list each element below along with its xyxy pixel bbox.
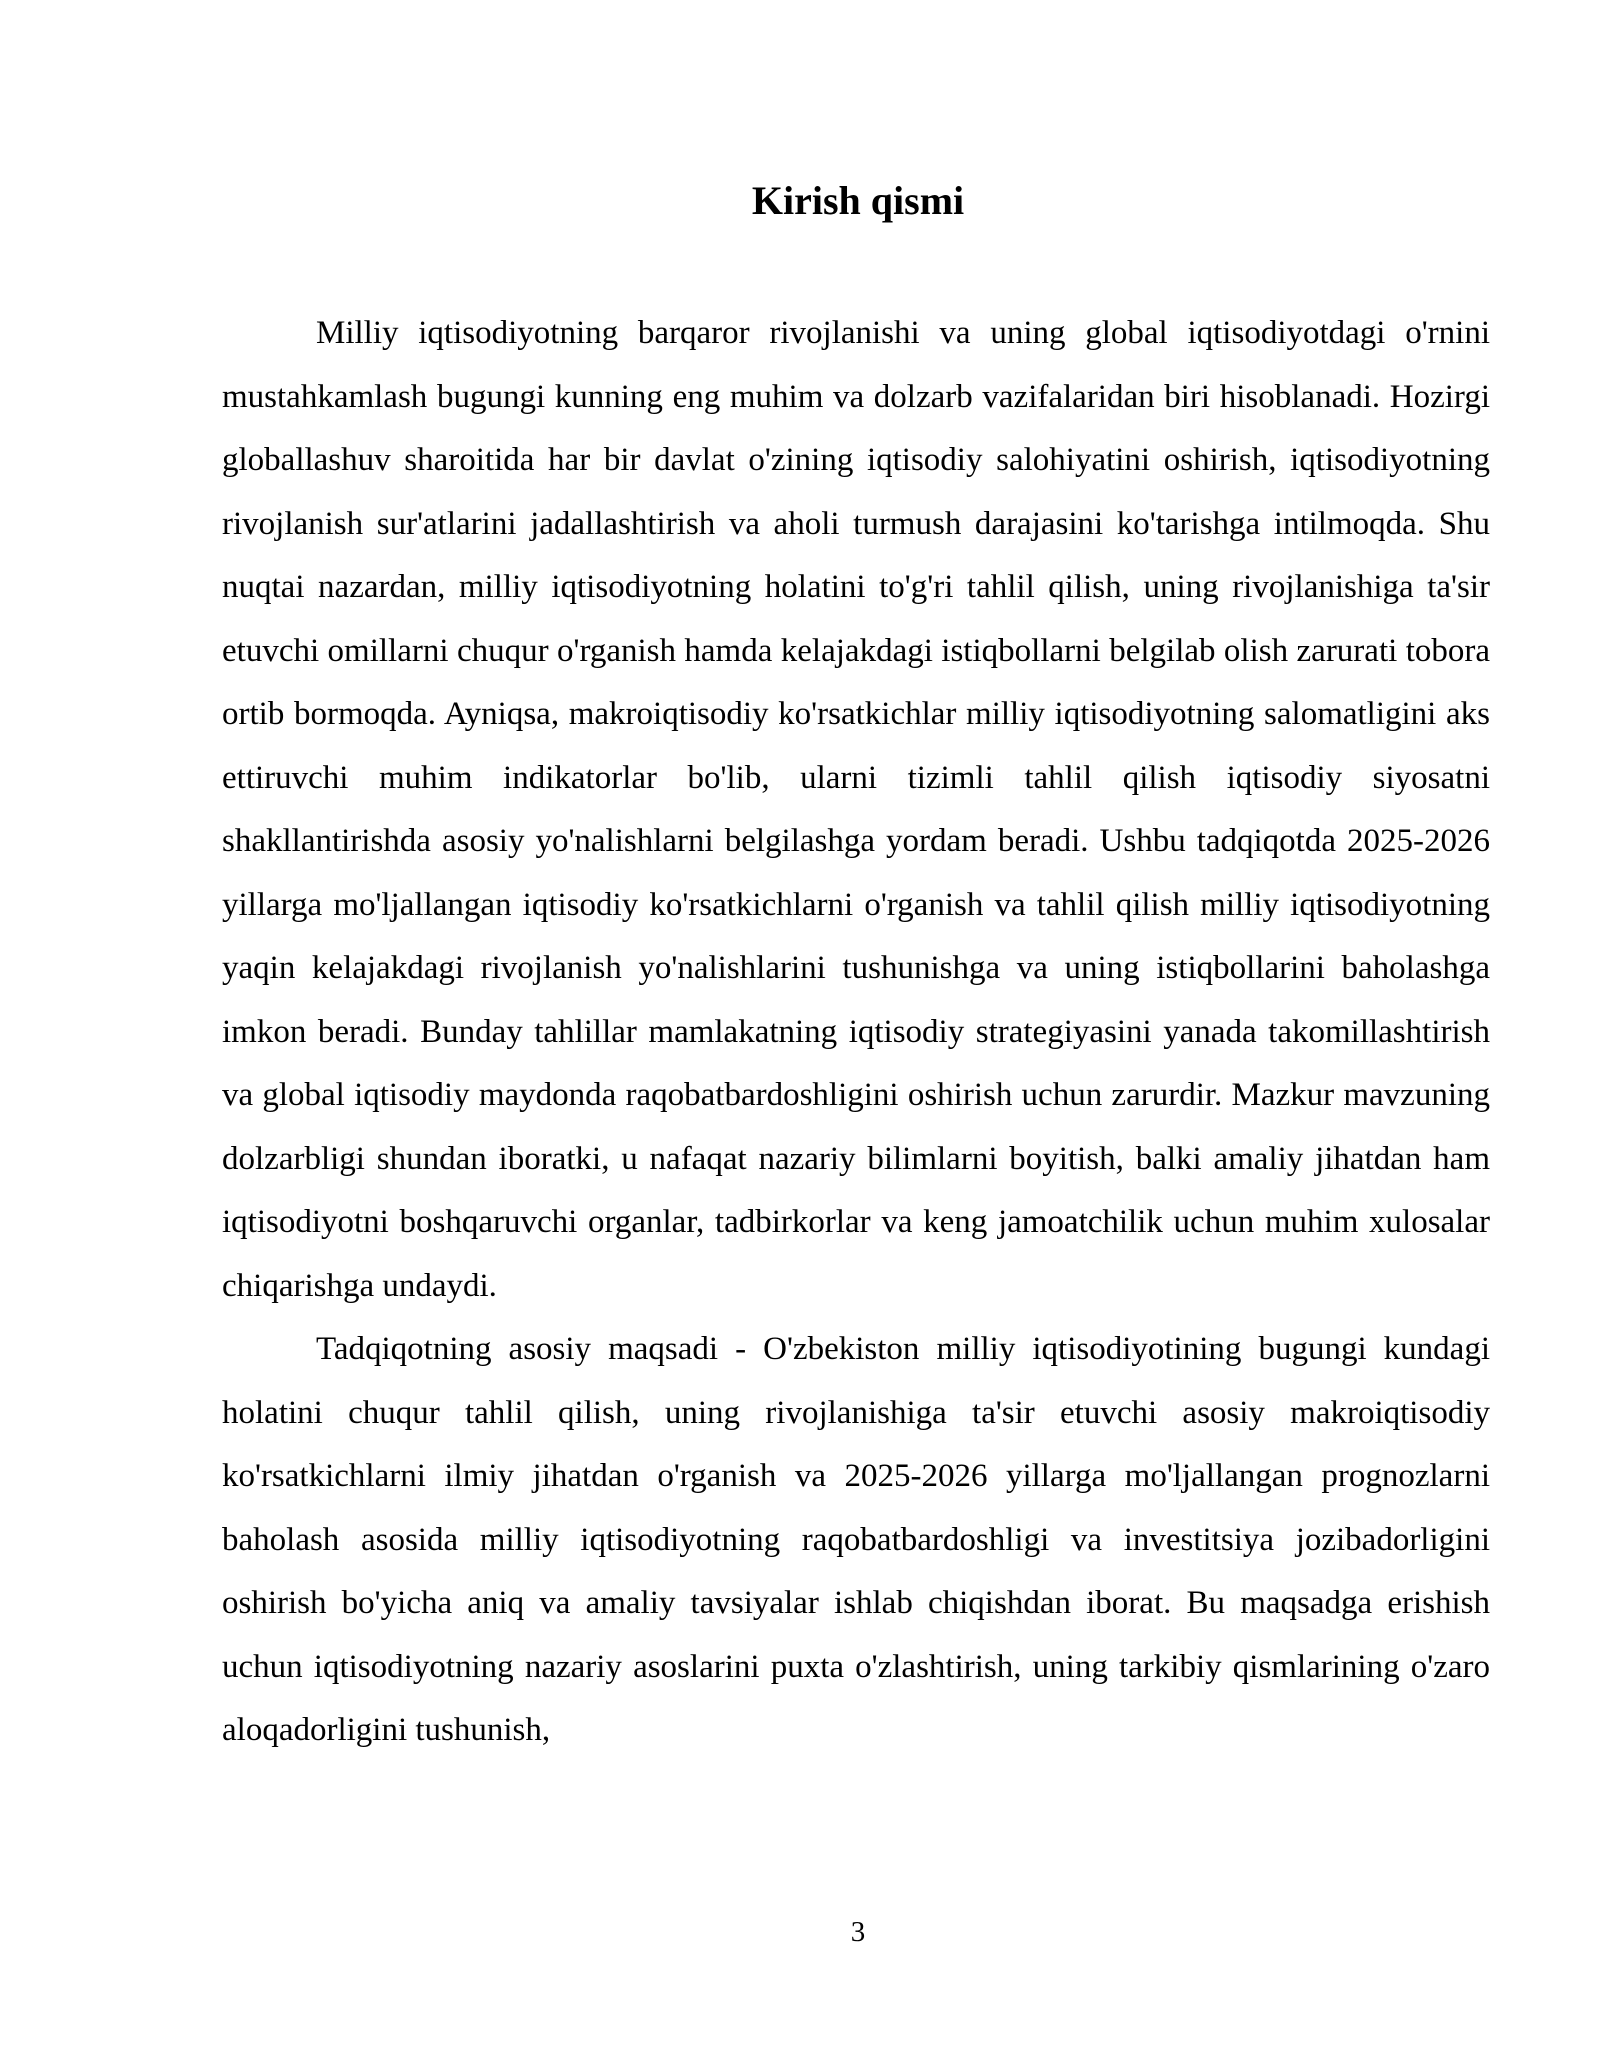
paragraph-research-goal: Tadqiqotning asosiy maqsadi - O'zbekiston milliy iqtisodiyotining bugungi kundagi holatini chuqur tahlil qilish, uning rivojlanishiga ta'sir etuvchi asosiy makroiqtisodiy ko'rsatkichlarni ilmiy jihatdan o'rganish va 2025-2026 yillarga mo'ljallangan prognozlarni baholash asosida milliy iqtisodiyotning raqobatbardoshligi va investitsiya jozibadorligini oshirish bo'yicha aniq va amaliy tavsiyalar ishlab chiqishdan iborat. Bu maqsadga erishish uchun iqtisodiyotning nazariy asoslarini puxta o'zlashtirish, uning tarkibiy qismlarining o'zaro aloqadorligini tushunish, — [222, 1331, 1490, 1748]
page-number: 3 — [850, 1916, 866, 1948]
paragraph-introduction: Milliy iqtisodiyotning barqaror rivojlanishi va uning global iqtisodiyotdagi o'rnini mustahkamlash bugungi kunning eng muhim va dolzarb vazifalaridan biri hisoblanadi. Hozirgi globallashuv sharoitida har bir davlat o'zining iqtisodiy salohiyatini oshirish, iqtisodiyotning rivojlanish sur'atlarini jadallashtirish va aholi turmush darajasini ko'tarishga intilmoqda. Shu nuqtai nazardan, milliy iqtisodiyotning holatini to'g'ri tahlil qilish, uning rivojlanishiga ta'sir etuvchi omillarni chuqur o'rganish hamda kelajakdagi istiqbollarni belgilab olish zarurati tobora ortib bormoqda. Ayniqsa, makroiqtisodiy ko'rsatkichlar milliy iqtisodiyotning salomatligini aks ettiruvchi muhim indikatorlar bo'lib, ularni tizimli tahlil qilish iqtisodiy siyosatni shakllantirishda asosiy yo'nalishlarni belgilashga yordam beradi. Ushbu tadqiqotda 2025-2026 yillarga mo'ljallangan iqtisodiy ko'rsatkichlarni o'rganish va tahlil qilish milliy iqtisodiyotning yaqin kelajakdagi rivojlanish yo'nalishlarini tushunishga va uning istiqbollarini baholashga imkon beradi. Bunday tahlillar mamlakatning iqtisodiy strategiyasini yanada takomillashtirish va global iqtisodiy maydonda raqobatbardoshligini oshirish uchun zarurdir. Mazkur mavzuning dolzarbligi shundan iboratki, u nafaqat nazariy bilimlarni boyitish, balki amaliy jihatdan ham iqtisodiyotni boshqaruvchi organlar, tadbirkorlar va keng jamoatchilik uchun muhim xulosalar chiqarishga undaydi. — [222, 315, 1490, 1304]
page-title: Kirish qismi — [751, 177, 965, 223]
body-text — [222, 302, 1490, 1763]
